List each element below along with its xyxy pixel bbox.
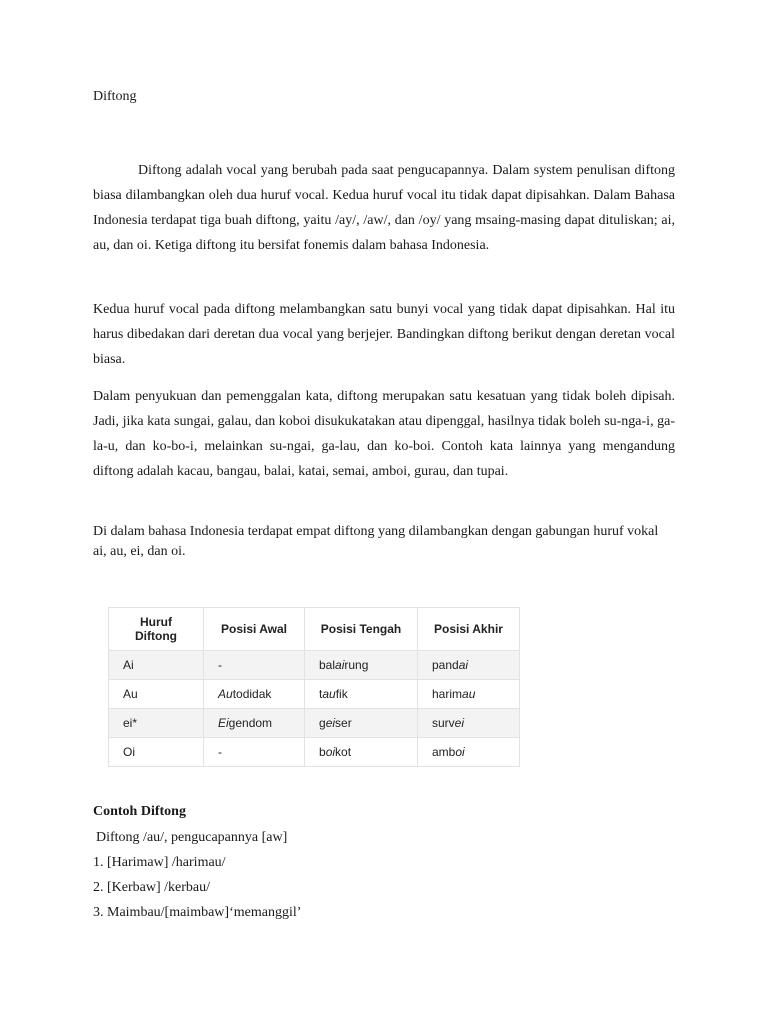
table-cell-akhir xyxy=(418,651,520,680)
paragraph-syllabification: Dalam penyukuan dan pemenggalan kata, diftong merupakan satu kesatuan yang tidak boleh dipisah. Jadi, jika kata sungai, galau, dan koboi disukukatakan atau dipenggal, hasilnya tidak boleh su-nga-i, ga-la-u, dan ko-bo-i, melainkan su-ngai, ga-lau, dan ko-boi. Contoh kata lainnya yang mengandung diftong adalah kacau, bangau, balai, katai, semai, amboi, gurau, dan tupai. xyxy=(93,389,675,479)
cell-text-segment: Ai xyxy=(123,658,134,672)
cell-text-segment: - xyxy=(218,745,222,759)
cell-text-segment: ai xyxy=(335,658,345,672)
table-cell-awal xyxy=(204,680,305,709)
table-cell-tengah xyxy=(305,680,418,709)
cell-text-segment: ei* xyxy=(123,716,138,730)
cell-text-segment: Au xyxy=(218,687,233,701)
table-cell-huruf xyxy=(109,680,204,709)
table-cell-huruf xyxy=(109,738,204,767)
header-huruf-diftong: Huruf Diftong xyxy=(109,608,204,651)
cell-text-segment: kot xyxy=(335,745,352,759)
header-posisi-awal: Posisi Awal xyxy=(204,608,305,651)
table-cell-awal xyxy=(204,651,305,680)
cell-text-segment: g xyxy=(319,716,326,730)
cell-text-segment: Ei xyxy=(218,716,229,730)
cell-text-segment: oi xyxy=(325,745,336,759)
table-cell-akhir xyxy=(418,738,520,767)
example-line-2: 2. [Kerbaw] /kerbau/ xyxy=(93,880,211,895)
cell-text-segment: au xyxy=(462,687,476,701)
cell-text-segment: gendom xyxy=(228,716,273,730)
example-line-3: 3. Maimbau/[maimbaw]‘memanggil’ xyxy=(93,905,302,920)
cell-text-segment: Au xyxy=(123,687,138,701)
table-row xyxy=(109,651,520,680)
table-cell-tengah xyxy=(305,651,418,680)
cell-text-segment: b xyxy=(319,745,326,759)
table-body xyxy=(109,651,520,767)
cell-text-segment: todidak xyxy=(232,687,272,701)
table-cell-huruf xyxy=(109,651,204,680)
cell-text-segment: ei xyxy=(454,716,465,730)
paragraph-vocal-sound: Kedua huruf vocal pada diftong melambangkan satu bunyi vocal yang tidak dapat dipisahkan. Hal itu harus dibedakan dari deretan dua vocal yang berjejer. Bandingkan diftong berikut dengan deretan vocal biasa. xyxy=(93,302,675,367)
table-cell-akhir xyxy=(418,709,520,738)
table-cell-tengah xyxy=(305,738,418,767)
cell-text-segment: bal xyxy=(319,658,336,672)
paragraph-definition: Diftong adalah vocal yang berubah pada saat pengucapannya. Dalam system penulisan diftong biasa dilambangkan oleh dua huruf vocal. Kedua huruf vocal itu tidak dapat dipisahkan. Dalam Bahasa Indonesia terdapat tiga buah diftong, yaitu /ay/, /aw/, dan /oy/ yang msaing-masing dapat dituliskan; ai, au, dan oi. Ketiga diftong itu bersifat fonemis dalam bahasa Indonesia. xyxy=(93,163,675,253)
diphthong-table-container xyxy=(108,607,520,767)
cell-text-segment: t xyxy=(319,687,323,701)
document-title: Diftong xyxy=(93,89,137,104)
cell-text-segment: ser xyxy=(335,716,352,730)
cell-text-segment: oi xyxy=(455,745,465,759)
table-cell-tengah xyxy=(305,709,418,738)
table-cell-awal xyxy=(204,738,305,767)
table-row xyxy=(109,738,520,767)
diphthong-table xyxy=(108,607,520,767)
paragraph-four-diphthongs: Di dalam bahasa Indonesia terdapat empat diftong yang dilambangkan dengan gabungan huruf vokal ai, au, ei, dan oi. xyxy=(93,524,659,559)
cell-text-segment: harim xyxy=(432,687,463,701)
table-row xyxy=(109,709,520,738)
cell-text-segment: au xyxy=(322,687,336,701)
table-cell-huruf xyxy=(109,709,204,738)
cell-text-segment: ei xyxy=(325,716,336,730)
examples-section xyxy=(93,802,675,928)
cell-text-segment: rung xyxy=(344,658,369,672)
cell-text-segment: surv xyxy=(432,716,455,730)
cell-text-segment: Oi xyxy=(123,745,135,759)
table-header-row xyxy=(109,608,520,651)
header-posisi-akhir: Posisi Akhir xyxy=(418,608,520,651)
cell-text-segment: ai xyxy=(458,658,469,672)
cell-text-segment: - xyxy=(218,658,222,672)
cell-text-segment: pand xyxy=(432,658,459,672)
example-line-1: 1. [Harimaw] /harimau/ xyxy=(93,855,226,870)
table-cell-akhir xyxy=(418,680,520,709)
cell-text-segment: amb xyxy=(432,745,456,759)
table-cell-awal xyxy=(204,709,305,738)
table-row xyxy=(109,680,520,709)
cell-text-segment: fik xyxy=(335,687,348,701)
examples-heading: Contoh Diftong xyxy=(93,804,186,819)
example-line-intro: Diftong /au/, pengucapannya [aw] xyxy=(96,830,288,845)
header-posisi-tengah: Posisi Tengah xyxy=(305,608,418,651)
